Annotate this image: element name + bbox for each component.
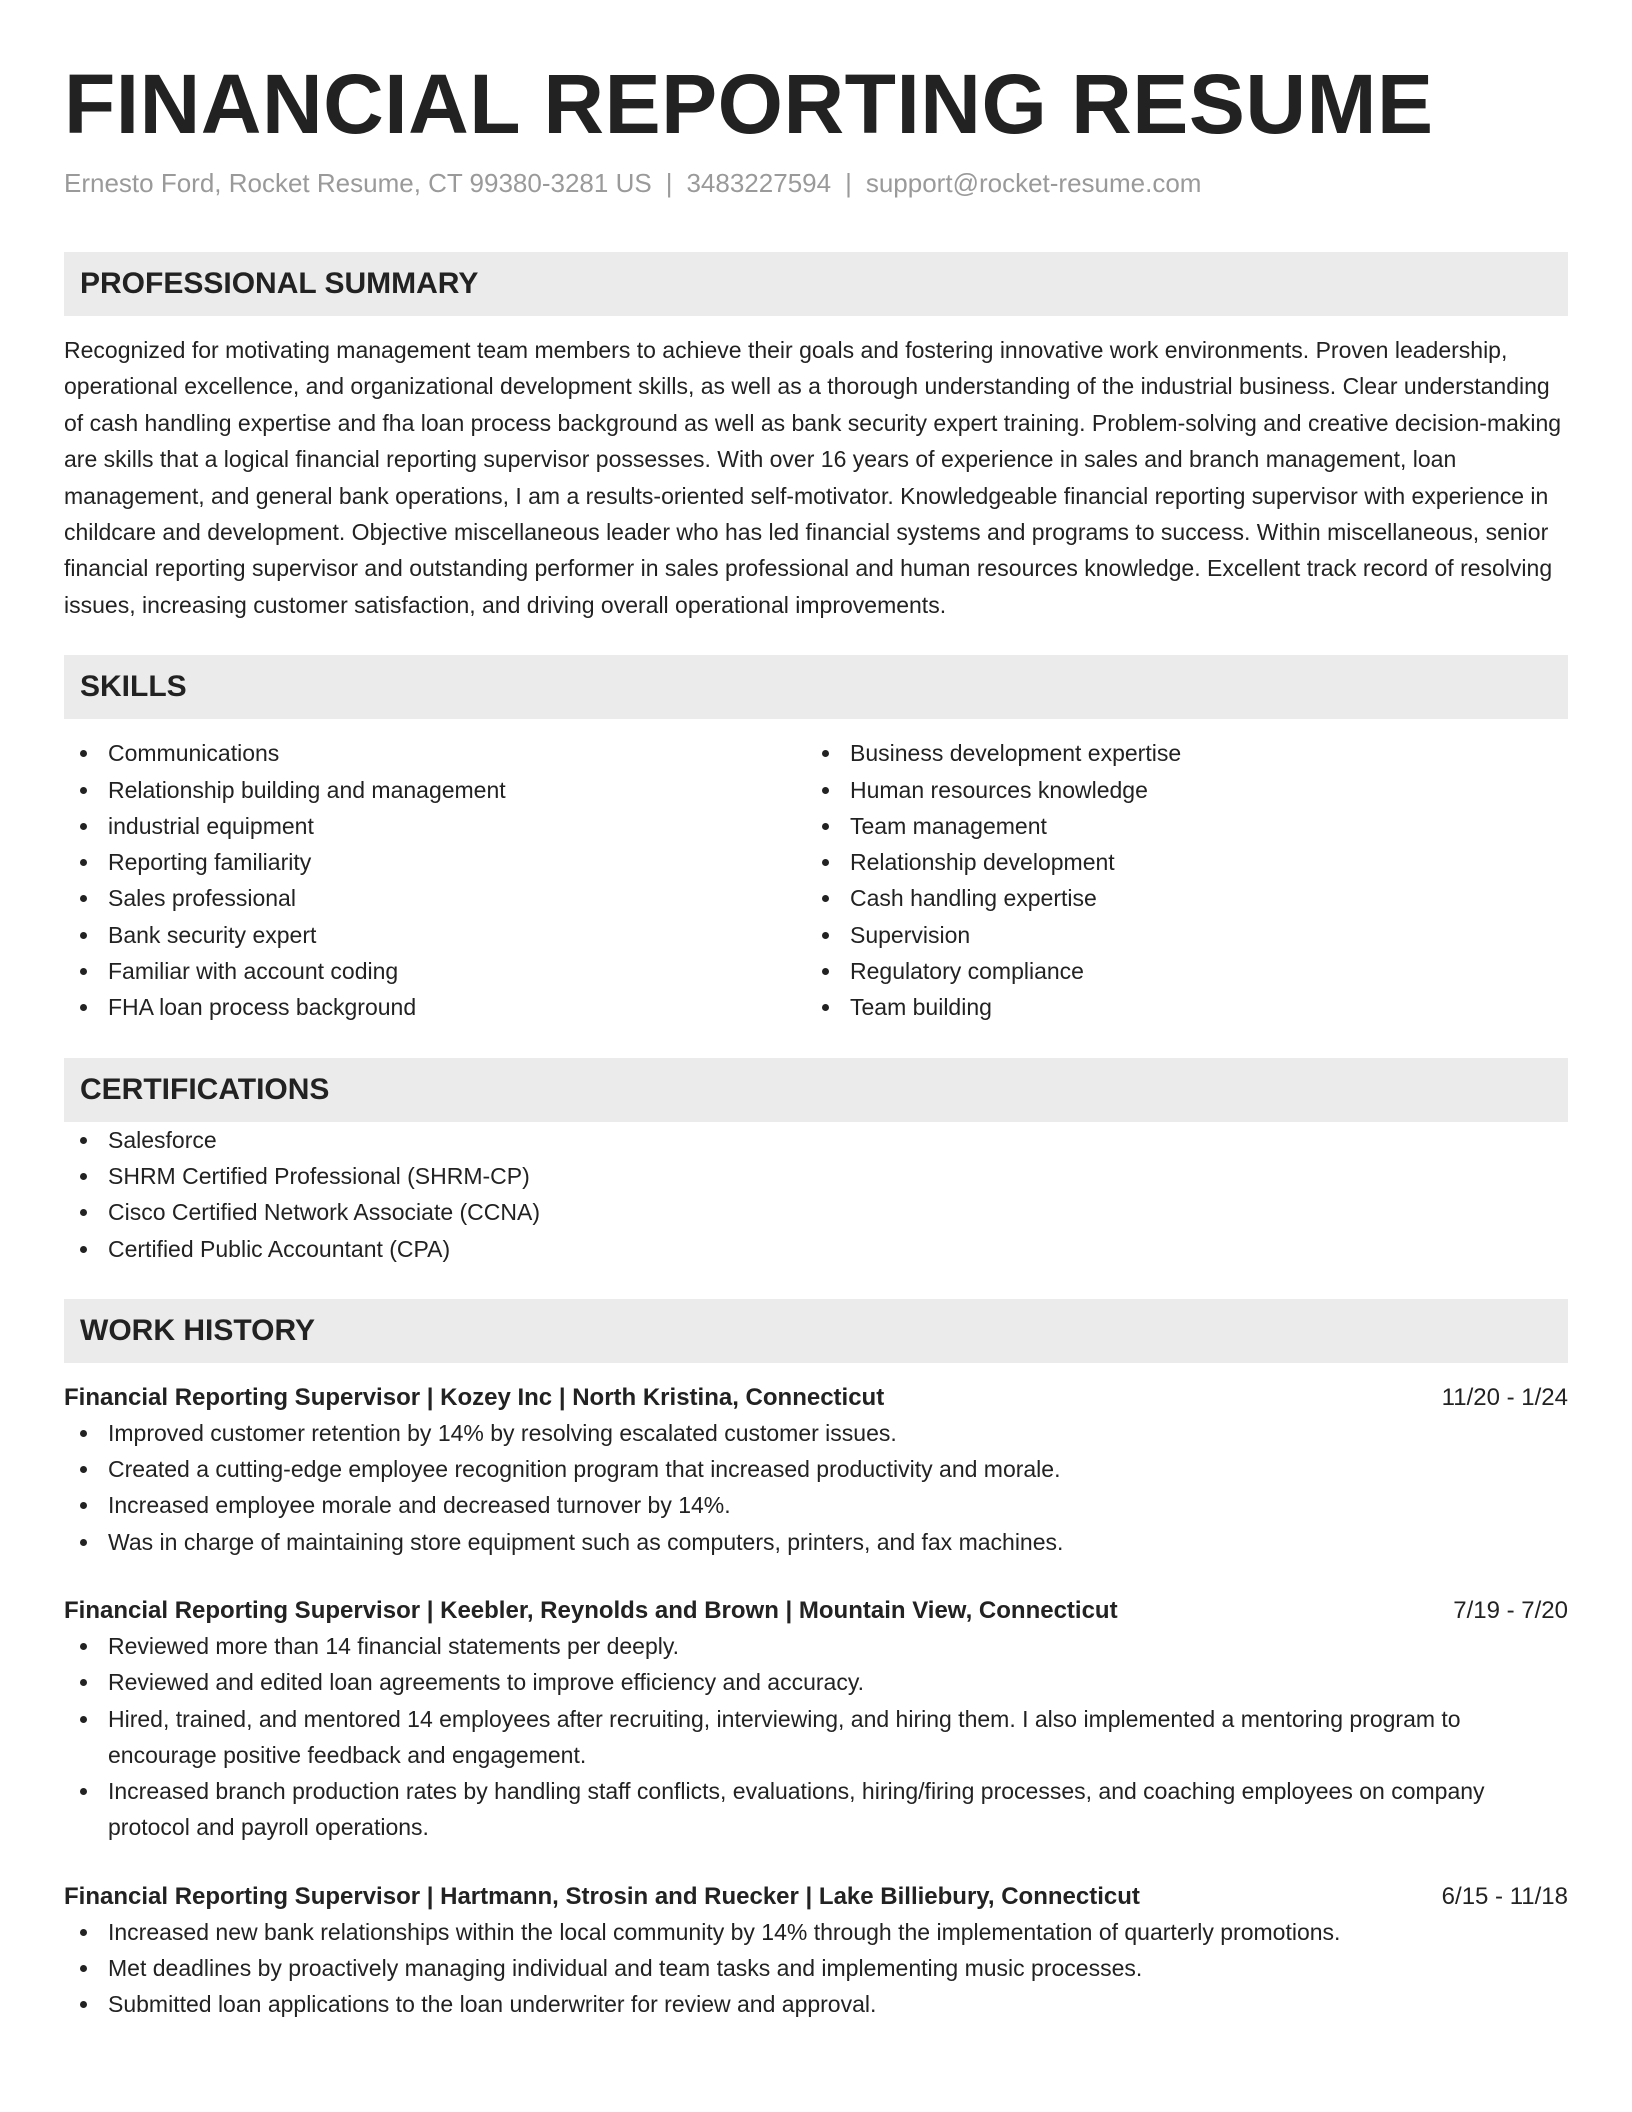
job-title: Financial Reporting Supervisor | Hartmann, Strosin and Ruecker | Lake Billiebury, Connecticut [64,1882,1140,1910]
skills-column-left [64,735,806,1025]
job-bullet: Increased branch production rates by handling staff conflicts, evaluations, hiring/firing processes, and coaching employees on company protocol and payroll operations. [64,1773,1568,1846]
section-heading-work-history: WORK HISTORY [64,1299,1568,1363]
skill-item: Bank security expert [64,917,806,953]
section-heading-summary: PROFESSIONAL SUMMARY [64,252,1568,316]
section-heading-skills: SKILLS [64,655,1568,719]
job-header [64,1381,1568,1415]
contact-line [64,166,1568,200]
skill-item: Human resources knowledge [806,772,1548,808]
skill-item: Business development expertise [806,735,1548,771]
skill-item: Team building [806,989,1548,1025]
job-bullet: Reviewed and edited loan agreements to improve efficiency and accuracy. [64,1664,1568,1700]
skills-list-right [806,735,1548,1025]
skills-columns [64,735,1568,1025]
job-header [64,1594,1568,1628]
job-dates: 7/19 - 7/20 [1453,1597,1568,1624]
job-bullet: Was in charge of maintaining store equipment such as computers, printers, and fax machines. [64,1524,1568,1560]
skill-item: FHA loan process background [64,989,806,1025]
certification-item: SHRM Certified Professional (SHRM-CP) [64,1158,1568,1194]
skill-item: industrial equipment [64,808,806,844]
job-bullets [64,1415,1568,1560]
skill-item: Supervision [806,917,1548,953]
skill-item: Team management [806,808,1548,844]
certification-item: Cisco Certified Network Associate (CCNA) [64,1194,1568,1230]
job-bullets [64,1628,1568,1846]
certification-item: Certified Public Accountant (CPA) [64,1231,1568,1267]
job-dates: 6/15 - 11/18 [1441,1882,1568,1910]
job-entry [64,1594,1568,1846]
skill-item: Regulatory compliance [806,953,1548,989]
skill-item: Relationship development [806,844,1548,880]
skill-item: Communications [64,735,806,771]
certifications-list [64,1122,1568,1267]
resume-page [64,0,1568,2023]
certification-item: Salesforce [64,1122,1568,1158]
contact-phone: 3483227594 [686,168,832,198]
summary-paragraph: Recognized for motivating management team members to achieve their goals and fostering innovative work environments. Proven leadership, operational excellence, and organizational development skills, as well as a thorough understanding of the industrial business. Clear understanding of cash handling expertise and fha loan process background as well as bank security expert training. Problem-solving and creative decision-making are skills that a logical financial reporting supervisor possesses. With over 16 years of experience in sales and branch management, loan management, and general bank operations, I am a results-oriented self-motivator. Knowledgeable financial reporting supervisor with experience in childcare and development. Objective miscellaneous leader who has led financial systems and programs to success. Within miscellaneous, senior financial reporting supervisor and outstanding performer in sales professional and human resources knowledge. Excellent track record of resolving issues, increasing customer satisfaction, and driving overall operational improvements. [64,337,1562,618]
job-bullet: Reviewed more than 14 financial statements per deeply. [64,1628,1568,1664]
skill-item: Relationship building and management [64,772,806,808]
job-header [64,1880,1568,1914]
skills-column-right [806,735,1548,1025]
skill-item: Sales professional [64,880,806,916]
job-bullet: Met deadlines by proactively managing individual and team tasks and implementing music processes. [64,1950,1568,1986]
skill-item: Familiar with account coding [64,953,806,989]
job-title: Financial Reporting Supervisor | Kozey Inc | North Kristina, Connecticut [64,1383,885,1411]
job-bullet: Increased employee morale and decreased turnover by 14%. [64,1487,1568,1523]
contact-separator: | [845,168,852,198]
job-dates: 11/20 - 1/24 [1441,1383,1568,1411]
job-bullet: Hired, trained, and mentored 14 employees after recruiting, interviewing, and hiring them. I also implemented a mentoring program to encourage positive feedback and engagement. [64,1701,1568,1774]
job-entry [64,1381,1568,1560]
contact-address: Ernesto Ford, Rocket Resume, CT 99380-3281 US [64,168,652,198]
skill-item: Reporting familiarity [64,844,806,880]
resume-title: FINANCIAL REPORTING RESUME [64,57,1434,151]
job-bullet: Created a cutting-edge employee recognition program that increased productivity and morale. [64,1451,1568,1487]
section-heading-certifications: CERTIFICATIONS [64,1058,1568,1122]
job-bullet: Submitted loan applications to the loan underwriter for review and approval. [64,1986,1568,2022]
job-bullet: Increased new bank relationships within the local community by 14% through the implementation of quarterly promotions. [64,1914,1568,1950]
job-entry [64,1880,1568,2023]
skill-item: Cash handling expertise [806,880,1548,916]
contact-email: support@rocket-resume.com [865,168,1202,198]
job-bullets [64,1914,1568,2023]
contact-separator: | [665,168,673,198]
job-title: Financial Reporting Supervisor | Keebler, Reynolds and Brown | Mountain View, Connecticut [64,1597,1118,1624]
skills-list-left [64,735,806,1025]
job-bullet: Improved customer retention by 14% by resolving escalated customer issues. [64,1415,1568,1451]
